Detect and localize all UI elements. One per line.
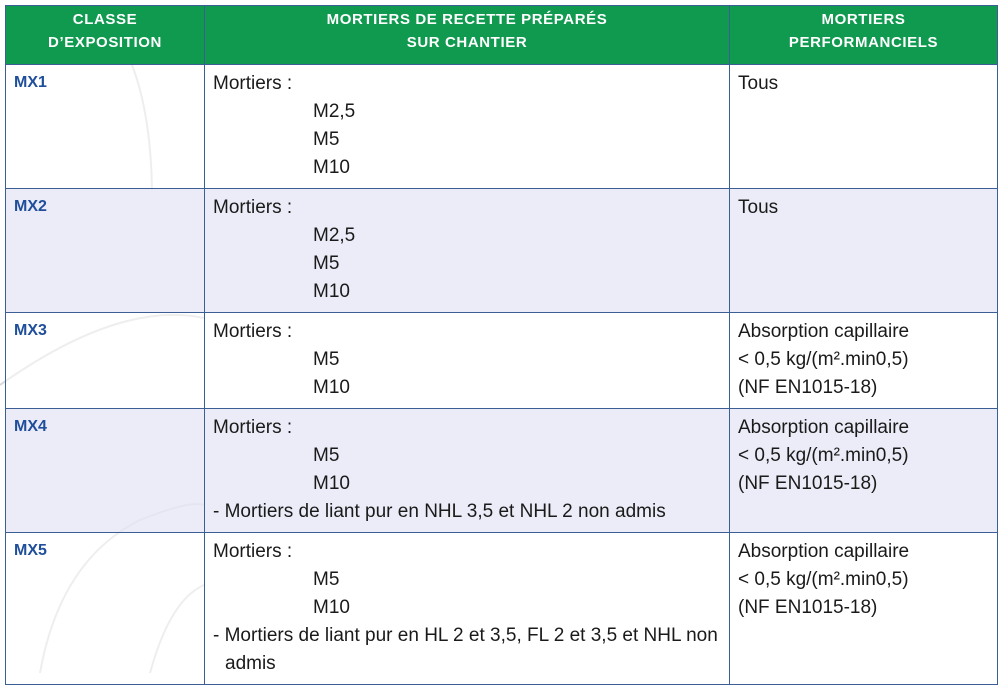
mortar-restriction-note: - Mortiers de liant pur en HL 2 et 3,5, FL 2 et 3,5 et NHL non admis (213, 625, 718, 674)
performance-cell (730, 313, 998, 409)
performance-cell (730, 409, 998, 533)
mortar-grade: M5 (313, 349, 340, 370)
performance-line: Tous (738, 73, 779, 94)
exposure-class-cell: MX1 (6, 65, 205, 189)
table-row (6, 409, 998, 533)
table-row (6, 189, 998, 313)
performance-cell (730, 533, 998, 685)
performance-line: (NF EN1015-18) (738, 597, 878, 618)
mortar-restriction-note: - Mortiers de liant pur en NHL 3,5 et NHL 2 non admis (213, 501, 666, 522)
exposure-class-cell: MX2 (6, 189, 205, 313)
table-row (6, 313, 998, 409)
header-exposure-class: CLASSE D’EXPOSITION (6, 6, 205, 65)
performance-line: Tous (738, 197, 779, 218)
performance-line: < 0,5 kg/(m².min0,5) (738, 569, 909, 590)
performance-line: (NF EN1015-18) (738, 473, 878, 494)
performance-cell (730, 189, 998, 313)
mortar-grade: M5 (313, 129, 340, 150)
mortar-grade: M5 (313, 445, 340, 466)
site-mortar-cell (205, 313, 730, 409)
performance-line: (NF EN1015-18) (738, 377, 878, 398)
site-mortar-cell (205, 189, 730, 313)
exposure-class-cell: MX3 (6, 313, 205, 409)
performance-line: Absorption capillaire (738, 321, 910, 342)
mortar-grade: M10 (313, 377, 350, 398)
site-mortar-cell (205, 533, 730, 685)
mortar-grade: M10 (313, 281, 350, 302)
mortar-grade: M5 (313, 253, 340, 274)
performance-line: < 0,5 kg/(m².min0,5) (738, 445, 909, 466)
mortar-grade: M2,5 (313, 225, 356, 246)
mortar-intro: Mortiers : (213, 541, 293, 562)
performance-line: < 0,5 kg/(m².min0,5) (738, 349, 909, 370)
header-performance-mortars: MORTIERS PERFORMANCIELS (730, 6, 998, 65)
mortar-grade: M5 (313, 569, 340, 590)
mortar-grade: M2,5 (313, 101, 356, 122)
exposure-class-cell: MX4 (6, 409, 205, 533)
mortar-intro: Mortiers : (213, 197, 293, 218)
table-row (6, 533, 998, 685)
site-mortar-cell (205, 409, 730, 533)
performance-line: Absorption capillaire (738, 417, 910, 438)
performance-line: Absorption capillaire (738, 541, 910, 562)
table-row (6, 65, 998, 189)
mortar-intro: Mortiers : (213, 73, 293, 94)
mortar-grade: M10 (313, 157, 350, 178)
header-site-mortars: MORTIERS DE RECETTE PRÉPARÉS SUR CHANTIER (205, 6, 730, 65)
mortar-grade: M10 (313, 597, 350, 618)
exposure-class-table (5, 5, 998, 685)
performance-cell (730, 65, 998, 189)
exposure-class-cell: MX5 (6, 533, 205, 685)
table-header-row (6, 6, 998, 65)
mortar-grade: M10 (313, 473, 350, 494)
mortar-intro: Mortiers : (213, 417, 293, 438)
site-mortar-cell (205, 65, 730, 189)
mortar-intro: Mortiers : (213, 321, 293, 342)
